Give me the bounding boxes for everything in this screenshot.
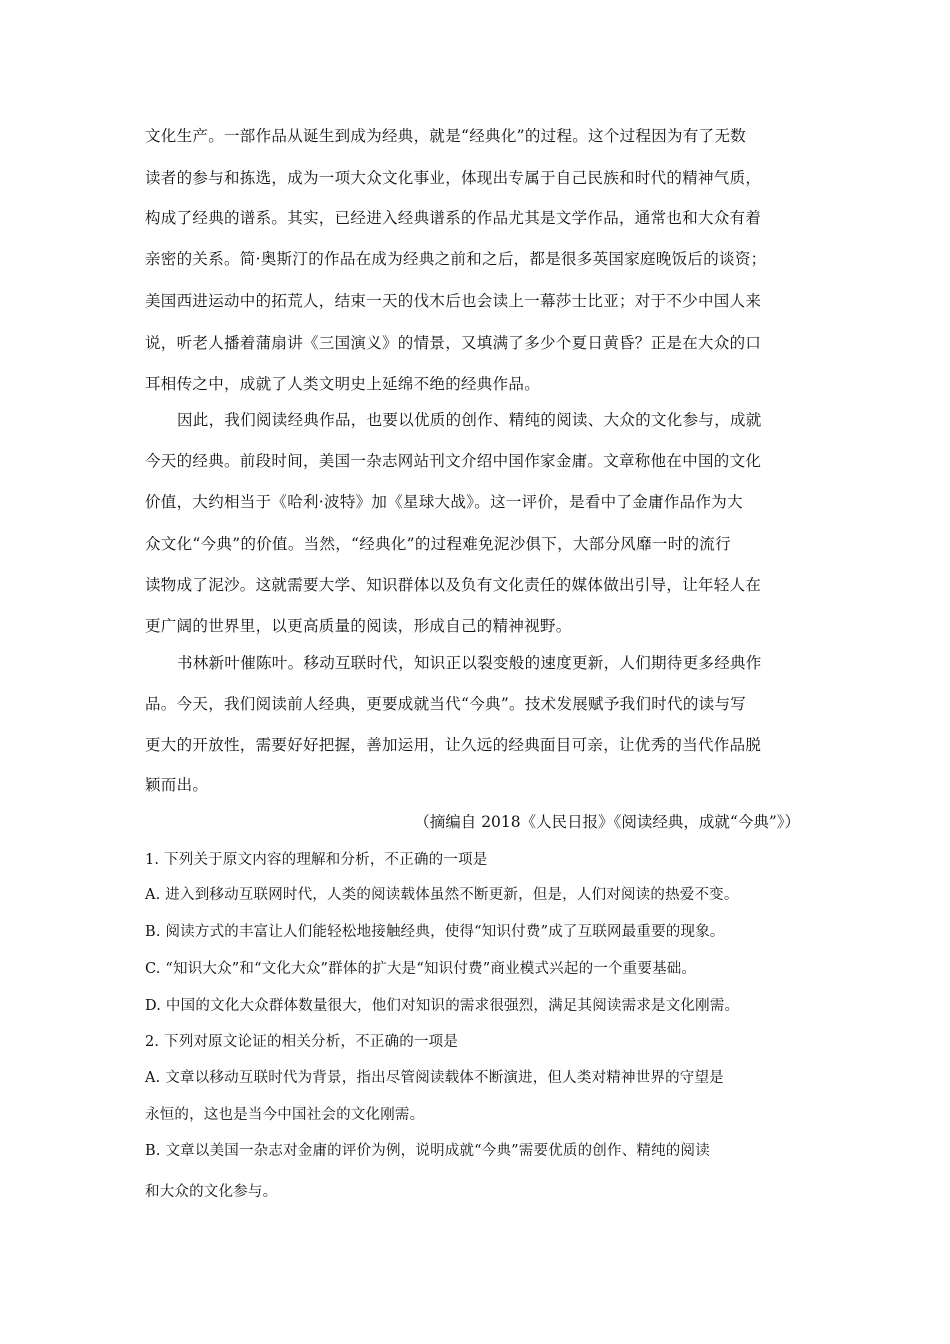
passage-line: 书林新叶催陈叶。移动互联时代，知识正以裂变般的速度更新，人们期待更多经典作 (177, 654, 762, 672)
passage-line: 读物成了泥沙。这就需要大学、知识群体以及负有文化责任的媒体做出引导，让年轻人在 (145, 576, 762, 594)
question-option: A. 文章以移动互联时代为背景，指出尽管阅读载体不断演进，但人类对精神世界的守望是 (145, 1070, 724, 1086)
question-stem: 2. 下列对原文论证的相关分析，不正确的一项是 (145, 1034, 459, 1050)
question-option: 和大众的文化参与。 (145, 1184, 278, 1200)
passage-line: 读者的参与和拣选，成为一项大众文化事业，体现出专属于自己民族和时代的精神气质， (145, 169, 762, 187)
passage-line: 亲密的关系。简·奥斯汀的作品在成为经典之前和之后，都是很多英国家庭晚饭后的谈资； (145, 250, 767, 268)
question-stem: 1. 下列关于原文内容的理解和分析，不正确的一项是 (145, 852, 488, 868)
passage-line: 因此，我们阅读经典作品，也要以优质的创作、精纯的阅读、大众的文化参与，成就 (177, 411, 762, 429)
passage-line: 颖而出。 (145, 776, 209, 794)
question-option: 永恒的，这也是当今中国社会的文化刚需。 (145, 1107, 425, 1123)
question-option: B. 文章以美国一杂志对金庸的评价为例，说明成就“今典”需要优质的创作、精纯的阅读 (145, 1143, 710, 1159)
source-citation: （摘编自 2018《人民日报》《阅读经典，成就“今典”》） (414, 813, 800, 831)
passage-line: 品。今天，我们阅读前人经典，更要成就当代“今典”。技术发展赋予我们时代的读与写 (145, 695, 747, 713)
passage-line: 更大的开放性，需要好好把握，善加运用，让久远的经典面目可亲，让优秀的当代作品脱 (145, 736, 762, 754)
passage-line: 更广阔的世界里，以更高质量的阅读，形成自己的精神视野。 (145, 617, 572, 635)
question-option: B. 阅读方式的丰富让人们能轻松地接触经典，使得“知识付费”成了互联网最重要的现象。 (145, 924, 725, 940)
passage-line: 价值，大约相当于《哈利·波特》加《星球大战》。这一评价，是看中了金庸作品作为大 (145, 493, 743, 511)
passage-line: 众文化“今典”的价值。当然，“经典化”的过程难免泥沙俱下，大部分风靡一时的流行 (145, 535, 731, 553)
question-option: C. “知识大众”和“文化大众”群体的扩大是“知识付费”商业模式兴起的一个重要基础。 (145, 961, 697, 977)
passage-line: 耳相传之中，成就了人类文明史上延绵不绝的经典作品。 (145, 375, 541, 393)
passage-line: 今天的经典。前段时间，美国一杂志网站刊文介绍中国作家金庸。文章称他在中国的文化 (145, 452, 762, 470)
question-option: A. 进入到移动互联网时代，人类的阅读载体虽然不断更新，但是，人们对阅读的热爱不变。 (145, 887, 739, 903)
passage-line: 构成了经典的谱系。其实，已经进入经典谱系的作品尤其是文学作品，通常也和大众有着 (145, 209, 762, 227)
passage-line: 说，听老人播着蒲扇讲《三国演义》的情景，又填满了多少个夏日黄昏？正是在大众的口 (145, 334, 762, 352)
passage-line: 文化生产。一部作品从诞生到成为经典，就是“经典化”的过程。这个过程因为有了无数 (145, 127, 747, 145)
passage-line: 美国西进运动中的拓荒人，结束一天的伐木后也会读上一幕莎士比亚；对于不少中国人来 (145, 292, 762, 310)
question-option: D. 中国的文化大众群体数量很大，他们对知识的需求很强烈，满足其阅读需求是文化刚需。 (145, 998, 740, 1014)
